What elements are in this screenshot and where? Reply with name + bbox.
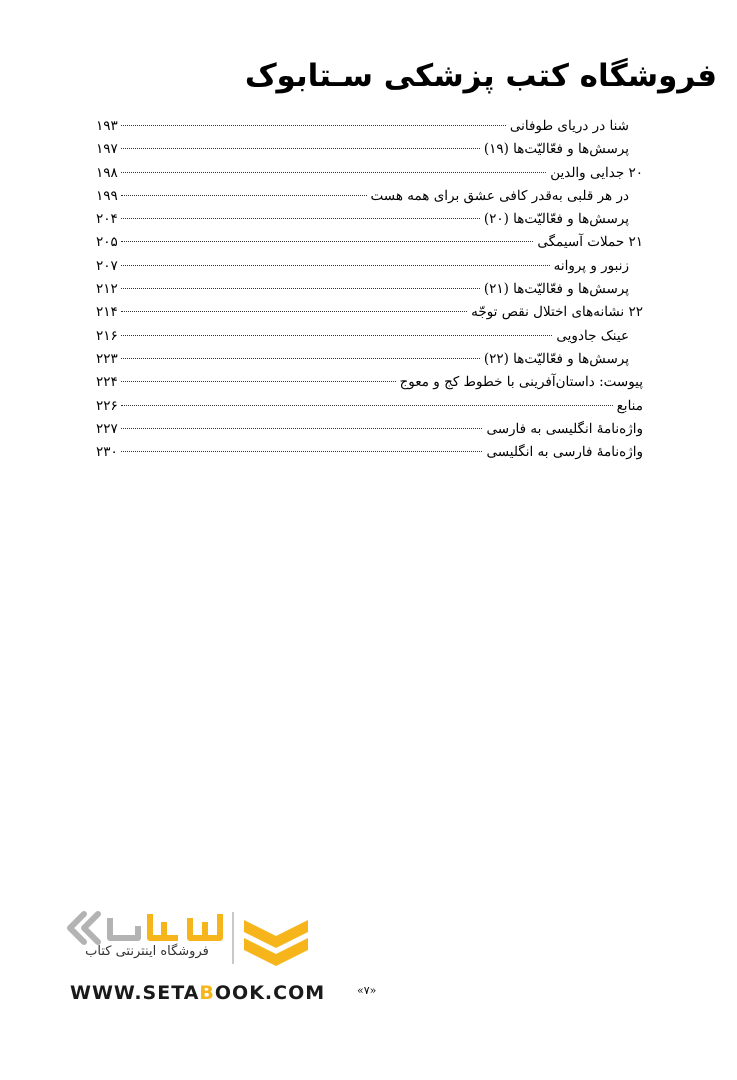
toc-entry	[96, 374, 643, 397]
toc-entry	[96, 141, 643, 164]
toc-entry	[96, 234, 643, 257]
toc-entry-page: ۲۲۶	[96, 397, 118, 414]
toc-dot-leader	[121, 148, 480, 149]
toc-entry-page: ۲۲۷	[96, 420, 118, 437]
toc-entry-page: ۲۱۴	[96, 304, 118, 321]
toc-entry	[96, 421, 643, 444]
toc-entry-title: پرسش‌ها و فعّالیّت‌ها (۲۲)	[483, 350, 629, 367]
toc-dot-leader	[121, 335, 552, 336]
toc-entry	[96, 165, 643, 188]
toc-entry-title: پرسش‌ها و فعّالیّت‌ها (۲۱)	[483, 281, 629, 298]
toc-dot-leader	[121, 405, 613, 406]
toc-entry-page: ۲۲۴	[96, 374, 118, 391]
website-prefix: WWW.SETA	[70, 982, 200, 1004]
toc-entry-title: ۲۲ نشانه‌های اختلال نقص توجّه	[471, 304, 643, 321]
website-suffix: OOK.COM	[214, 982, 326, 1004]
setabook-logo-icon	[238, 912, 314, 972]
toc-dot-leader	[121, 451, 482, 452]
page-number: «۷»	[357, 984, 377, 997]
toc-entry-title: پیوست: داستان‌آفرینی با خطوط کج و معوج	[399, 374, 643, 391]
toc-dot-leader	[121, 241, 533, 242]
toc-entry-page: ۲۱۶	[96, 327, 118, 344]
toc-entry-title: پرسش‌ها و فعّالیّت‌ها (۱۹)	[483, 141, 629, 158]
toc-dot-leader	[121, 288, 480, 289]
toc-dot-leader	[121, 195, 367, 196]
toc-entry-title: ۲۱ حملات آسیمگی	[537, 234, 643, 251]
toc-entry-title: عینک جادویی	[556, 327, 629, 344]
toc-entry	[96, 304, 643, 327]
toc-dot-leader	[121, 218, 480, 219]
toc-entry-title: ۲۰ جدایی والدین	[550, 164, 643, 181]
toc-entry-page: ۲۰۴	[96, 211, 118, 228]
toc-entry-title: واژه‌نامهٔ انگلیسی به فارسی	[486, 420, 643, 437]
toc-entry	[96, 188, 643, 211]
toc-dot-leader	[121, 358, 480, 359]
toc-entry	[96, 118, 643, 141]
toc-entry-title: زنبور و پروانه	[553, 257, 629, 274]
toc-entry-page: ۱۹۷	[96, 141, 118, 158]
toc-entry	[96, 258, 643, 281]
toc-entry-page: ۲۱۲	[96, 281, 118, 298]
toc-entry-page: ۱۹۳	[96, 118, 118, 134]
toc-entry-page: ۲۳۰	[96, 444, 118, 461]
toc-entry	[96, 281, 643, 304]
toc-dot-leader	[121, 265, 550, 266]
toc-entry-page: ۱۹۸	[96, 164, 118, 181]
setabook-logo	[60, 900, 320, 990]
website-url[interactable]	[70, 982, 325, 1004]
toc-entry-title: در هر قلبی به‌قدر کافی عشق برای همه هست	[370, 187, 629, 204]
page-title: فروشگاه کتب پزشکی سـتابوک	[244, 58, 717, 94]
toc-entry	[96, 444, 643, 467]
website-accent: B	[199, 982, 215, 1004]
toc-entry-title: منابع	[616, 397, 643, 414]
logo-divider	[232, 912, 234, 964]
toc-dot-leader	[121, 172, 546, 173]
toc-entry-page: ۱۹۹	[96, 187, 118, 204]
toc-entry-page: ۲۰۵	[96, 234, 118, 251]
toc-dot-leader	[121, 311, 467, 312]
toc-dot-leader	[121, 125, 506, 126]
toc-entry	[96, 351, 643, 374]
logo-tagline: فروشگاه اینترنتی کتاب	[85, 944, 209, 959]
toc-entry-title: واژه‌نامهٔ فارسی به انگلیسی	[486, 444, 643, 461]
toc-entry	[96, 398, 643, 421]
toc-dot-leader	[121, 428, 482, 429]
setabook-wordmark-icon	[60, 908, 230, 948]
toc-entry	[96, 211, 643, 234]
toc-entry	[96, 328, 643, 351]
toc-entry-page: ۲۰۷	[96, 257, 118, 274]
toc-entry-title: پرسش‌ها و فعّالیّت‌ها (۲۰)	[483, 211, 629, 228]
toc-dot-leader	[121, 381, 396, 382]
table-of-contents	[96, 118, 643, 467]
toc-entry-page: ۲۲۳	[96, 350, 118, 367]
toc-entry-title: شنا در دریای طوفانی	[509, 118, 629, 134]
